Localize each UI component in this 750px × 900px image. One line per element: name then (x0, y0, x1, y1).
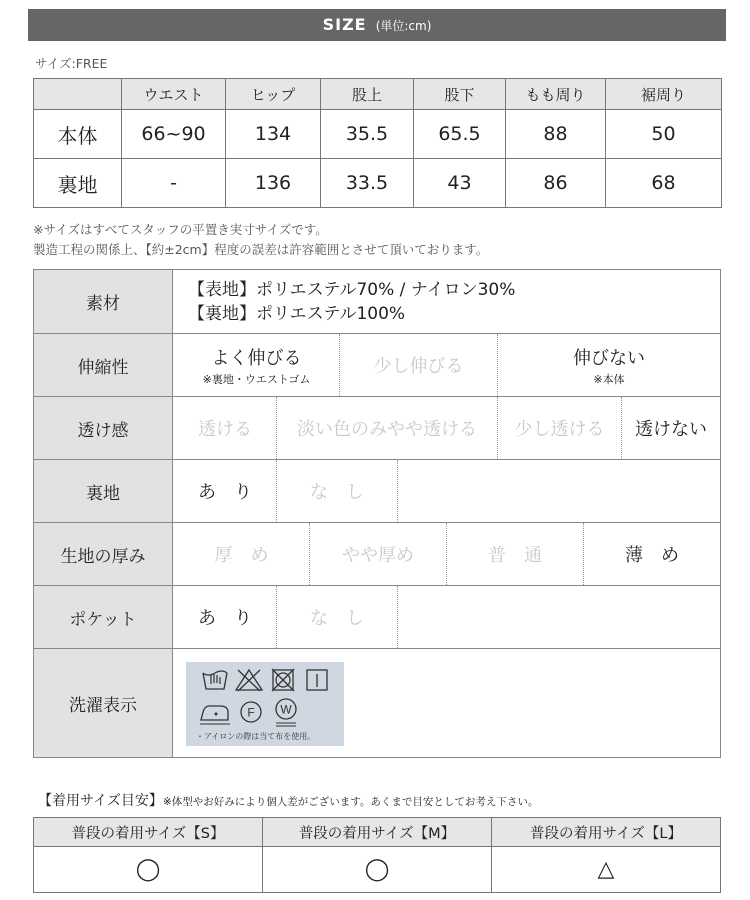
care-label-image (186, 662, 344, 746)
size-title: SIZE (322, 15, 367, 34)
column-header: 股下 (414, 79, 506, 110)
row-label: 本体 (34, 110, 122, 159)
option-text: やや厚め (342, 545, 414, 566)
table-row (34, 847, 721, 893)
line-dry-icon (304, 667, 330, 693)
iron-low-icon (198, 700, 232, 726)
material-label: 素材 (34, 270, 173, 333)
lining-option (174, 460, 277, 522)
table-cell: - (122, 159, 226, 208)
tolerance-note: 製造工程の関係上、【約±2cm】程度の誤差は許容範囲とさせて頂いております。 (33, 242, 489, 257)
stretch-option-high (174, 334, 340, 396)
table-cell: 65.5 (414, 110, 506, 159)
wear-table-header (34, 818, 721, 847)
table-cell: 88 (506, 110, 606, 159)
lining-option (277, 460, 398, 522)
wear-heading (38, 790, 538, 810)
column-header: 股上 (321, 79, 414, 110)
sheer-option (174, 397, 277, 459)
option-text: 透ける (198, 419, 252, 440)
option-text: あ り (198, 608, 252, 629)
stretch-option-none (498, 334, 720, 396)
pocket-option (174, 586, 277, 648)
table-cell: 136 (226, 159, 321, 208)
lining-label: 裏地 (34, 460, 173, 522)
option-sub: ※本体 (593, 372, 625, 386)
stretch-option-some (340, 334, 498, 396)
wear-heading-title: 【着用サイズ目安】 (38, 793, 163, 809)
sheer-option (622, 397, 720, 459)
table-row (34, 110, 722, 159)
option-text: 薄 め (625, 545, 679, 566)
dry-clean-f-icon (238, 699, 264, 725)
sheer-option (498, 397, 622, 459)
hand-wash-icon (200, 667, 230, 693)
table-cell: 43 (414, 159, 506, 208)
option-text: 淡い色のみやや透ける (297, 419, 477, 440)
stretch-label: 伸縮性 (34, 334, 173, 396)
table-cell: 68 (606, 159, 722, 208)
size-note: ※サイズはすべてスタッフの平置き実寸サイズです。 (33, 222, 328, 237)
care-label: 洗濯表示 (34, 649, 173, 757)
option-text: な し (310, 482, 364, 503)
care-row (34, 649, 720, 757)
thickness-option (447, 523, 584, 585)
column-header: ヒップ (226, 79, 321, 110)
no-bleach-icon (234, 667, 264, 693)
pocket-row (34, 586, 720, 649)
option-text: 伸びない (573, 347, 645, 369)
material-outer: 【表地】ポリエステル70% / ナイロン30% (188, 280, 516, 300)
wet-clean-icon (272, 696, 300, 728)
table-cell: 35.5 (321, 110, 414, 159)
row-label: 裏地 (34, 159, 122, 208)
material-row (34, 270, 720, 334)
wear-heading-note: ※体型やお好みにより個人差がございます。あくまで目安としてお考え下さい。 (162, 796, 539, 808)
table-row (34, 159, 722, 208)
option-text: 少し伸びる (373, 356, 464, 377)
column-header: もも周り (506, 79, 606, 110)
fit-mark: ◯ (34, 847, 263, 893)
option-text: あ り (198, 482, 252, 503)
fit-mark: △ (492, 847, 721, 893)
pocket-label: ポケット (34, 586, 173, 648)
thickness-option (310, 523, 447, 585)
sheer-row (34, 397, 720, 460)
size-unit: (単位:cm) (375, 19, 432, 33)
column-header: 普段の着用サイズ【S】 (34, 818, 263, 847)
option-sub: ※裏地・ウエストゴム (202, 372, 311, 386)
option-text: 普 通 (488, 545, 542, 566)
column-header (34, 79, 122, 110)
attributes-table (33, 269, 721, 758)
table-cell: 134 (226, 110, 321, 159)
size-table (33, 78, 722, 208)
option-text: 厚 め (214, 545, 269, 566)
svg-text:F: F (247, 705, 255, 720)
sheer-label: 透け感 (34, 397, 173, 459)
column-header: 普段の着用サイズ【L】 (492, 818, 721, 847)
no-tumble-dry-icon (270, 667, 296, 693)
table-cell: 33.5 (321, 159, 414, 208)
table-cell: 50 (606, 110, 722, 159)
option-text: 透けない (635, 419, 707, 440)
column-header: ウエスト (122, 79, 226, 110)
table-cell: 86 (506, 159, 606, 208)
thickness-option (584, 523, 720, 585)
column-header: 普段の着用サイズ【M】 (263, 818, 492, 847)
size-label: サイズ:FREE (35, 56, 108, 71)
table-cell: 66~90 (122, 110, 226, 159)
pocket-option (277, 586, 398, 648)
stretch-row (34, 334, 720, 397)
material-lining: 【裏地】ポリエステル100% (188, 304, 406, 324)
column-header: 裾周り (606, 79, 722, 110)
material-text (188, 278, 515, 326)
thickness-option (174, 523, 310, 585)
wear-table (33, 817, 721, 893)
option-text: な し (310, 608, 364, 629)
size-header (28, 9, 726, 41)
lining-row (34, 460, 720, 523)
sheer-option (277, 397, 498, 459)
size-table-header (34, 79, 722, 110)
option-text: 少し透ける (514, 419, 605, 440)
fit-mark: ◯ (263, 847, 492, 893)
svg-text:W: W (280, 702, 292, 717)
option-text: よく伸びる (211, 347, 302, 369)
thickness-row (34, 523, 720, 586)
care-note: ・アイロンの際は当て布を使用。 (196, 732, 316, 741)
thickness-label: 生地の厚み (34, 523, 173, 585)
